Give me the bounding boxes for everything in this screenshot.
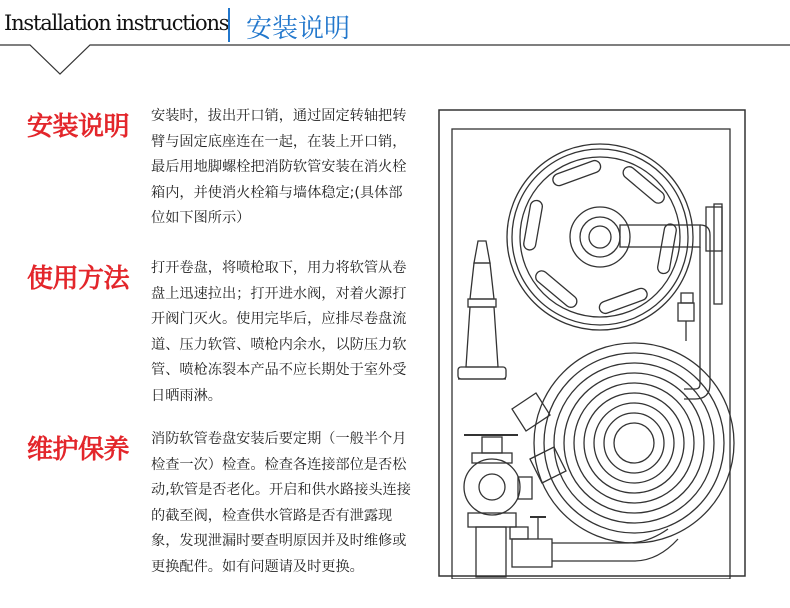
nozzle [458, 241, 506, 379]
cabinet-outer-frame [439, 110, 745, 576]
section-title: 维护保养 [27, 435, 130, 465]
header-banner [0, 0, 790, 80]
inlet-valve [510, 517, 678, 567]
section-usage [0, 256, 420, 416]
hose-reel-drum [507, 144, 693, 330]
section-title: 使用方法 [27, 264, 130, 294]
section-body: 打开卷盘，将喷枪取下，用力将软管从卷盘上迅速拉出；打开进水阀，对着火源打开阀门灭火。使用完毕后，应排尽卷盘流道、压力软管、喷枪内余水，以防压力软管、喷枪冻裂本产品不应长期处于室外受日晒雨淋。 [151, 260, 407, 404]
section-title: 安装说明 [27, 112, 130, 142]
section-body: 安装时，拔出开口销，通过固定转轴把转臂与固定底座连在一起，在装上开口销，最后用地脚螺栓把消防软管安装在消火栓箱内，并使消火栓箱与墙体稳定;(具体部位如下图所示） [151, 108, 407, 227]
section-maintenance [0, 427, 420, 607]
coiled-hose [512, 343, 734, 543]
cabinet-inner-frame [452, 129, 730, 579]
header-title-zh: 安装说明 [246, 14, 351, 44]
arm-valve [678, 293, 694, 341]
hydrant-valve [464, 435, 532, 577]
header-separator [228, 8, 230, 42]
section-install [0, 104, 420, 234]
header-title-en: Installation instructions [4, 11, 229, 35]
section-body: 消防软管卷盘安装后要定期（一般半个月检查一次）检查。检查各连接部位是否松动,软管是否老化。开启和供水路接头连接的截至阀，检查供水管路是否有泄露现象，发现泄漏时要查明原因并及时维修或更换配件。如有问题请及时更换。 [151, 431, 411, 575]
hose-reel-installation-diagram [438, 109, 750, 579]
swivel-arm [620, 204, 722, 399]
